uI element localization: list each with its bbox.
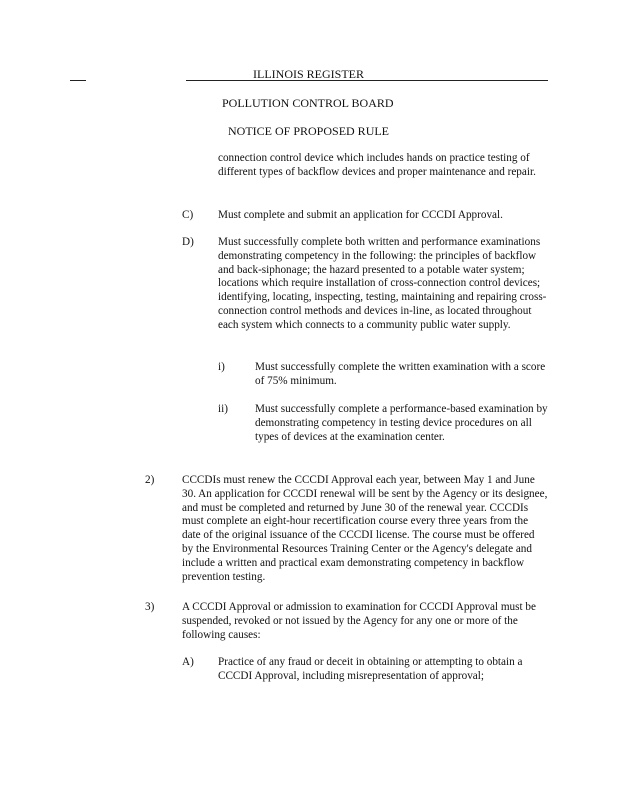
- continuation-paragraph: connection control device which includes hands on practice testing of different types of backflow devices and proper maintenance and repair.: [218, 152, 536, 178]
- item-i-text: Must successfully complete the written examination with a score of 75% minimum.: [255, 361, 546, 387]
- item-c-text: Must complete and submit an application for CCCDI Approval.: [218, 209, 503, 221]
- item-i-label: i): [218, 361, 225, 373]
- item-3-text: A CCCDI Approval or admission to examination for CCCDI Approval must be suspended, revoked or not issued by the Agency for any one or more of the following causes:: [182, 601, 536, 641]
- notice-title: NOTICE OF PROPOSED RULE: [228, 124, 390, 138]
- register-title: ILLINOIS REGISTER: [253, 67, 364, 81]
- item-2-text: CCCDIs must renew the CCCDI Approval each year, between May 1 and June 30. An application for CCCDI renewal will be sent by the Agency or its designee, and must be completed and returned by June 30 of the renewal year. CCCDIs must complete an eight-hour recertification course every three years from the date of the original issuance of the CCCDI license. The course must be offered by the Environmental Resources Training Center or the Agency's delegate and include a written and practical exam demonstrating competency in backflow prevention testing.: [182, 474, 548, 583]
- item-a-text: Practice of any fraud or deceit in obtaining or attempting to obtain a CCCDI Approval, including misrepresentation of approval;: [218, 656, 523, 682]
- item-c-label: C): [182, 209, 194, 221]
- board-title: POLLUTION CONTROL BOARD: [222, 96, 394, 110]
- item-ii-label: ii): [218, 403, 228, 415]
- item-a-label: A): [182, 656, 194, 668]
- item-d-label: D): [182, 236, 194, 248]
- item-2-label: 2): [145, 474, 155, 486]
- item-ii-text: Must successfully complete a performance-based examination by demonstrating competency in testing device procedures on all types of devices at the examination center.: [255, 403, 548, 443]
- item-d-text: Must successfully complete both written and performance examinations demonstrating competency in the following: the principles of backflow and back-siphonage; the hazard presented to a potable water system; locations which require installation of cross-connection control devices; identifying, locating, inspecting, testing, maintaining and repairing cross-connection control methods and devices in-line, as located throughout each system which connects to a community public water supply.: [218, 236, 547, 331]
- item-3-label: 3): [145, 601, 155, 613]
